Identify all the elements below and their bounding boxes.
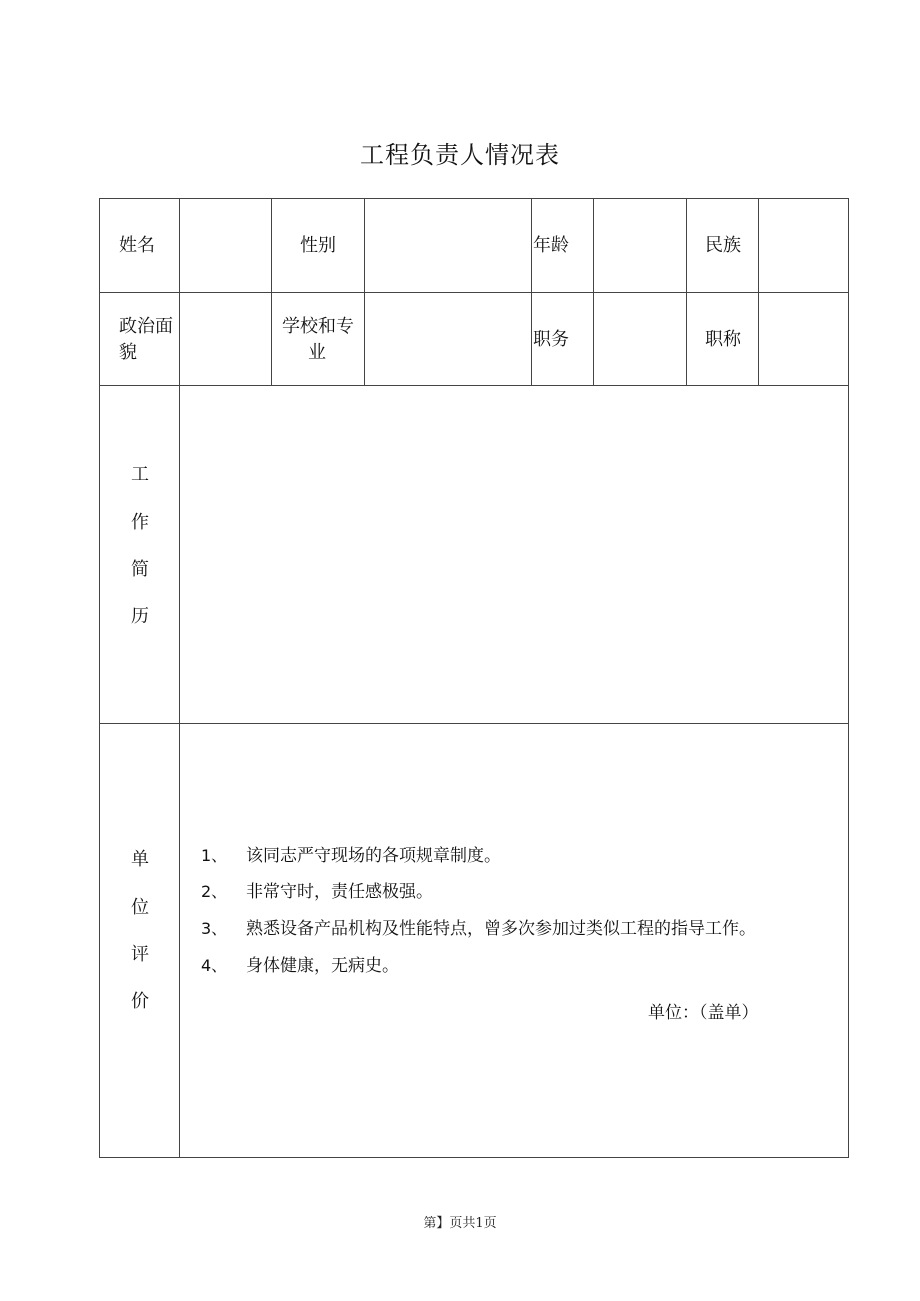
evaluation-item-number: 4、 [201, 956, 228, 975]
evaluation-label-char: 位 [131, 897, 149, 918]
table-border-bottom [99, 1157, 849, 1158]
name-label: 姓名 [119, 235, 155, 256]
political-status-field[interactable] [180, 293, 271, 385]
age-field[interactable] [594, 199, 686, 292]
political-status-label-line2: 貌 [119, 342, 137, 363]
evaluation-label-char: 价 [131, 991, 149, 1012]
evaluation-label-char: 单 [131, 849, 149, 870]
position-field[interactable] [594, 293, 686, 385]
evaluation-item-number: 3、 [201, 919, 228, 938]
page-footer: 第】页共1页 [423, 1216, 497, 1231]
name-field[interactable] [180, 199, 271, 292]
school-major-field[interactable] [365, 293, 531, 385]
table-border-left [99, 198, 100, 1158]
evaluation-item-text: 身体健康，无病史。 [246, 956, 399, 976]
political-status-label-line1: 政治面 [119, 316, 173, 337]
evaluation-item-number: 2、 [201, 882, 228, 901]
work-history-label-char: 作 [131, 512, 149, 533]
work-history-field[interactable] [180, 386, 848, 723]
gender-field[interactable] [365, 199, 531, 292]
school-major-label-line1: 学校和专 [282, 316, 354, 337]
unit-seal-text: 单位：（盖单） [648, 1003, 759, 1023]
ethnicity-label: 民族 [705, 235, 741, 256]
page-title: 工程负责人情况表 [360, 141, 560, 169]
professional-title-field[interactable] [759, 293, 848, 385]
work-history-label-char: 工 [131, 464, 149, 485]
evaluation-item-text: 非常守时，责任感极强。 [246, 882, 433, 902]
evaluation-item [201, 917, 756, 941]
professional-title-label: 职称 [705, 329, 741, 350]
work-history-label-char: 历 [131, 606, 149, 627]
table-col-divider [531, 198, 532, 386]
evaluation-label-char: 评 [131, 944, 149, 965]
table-col-divider [686, 198, 687, 386]
ethnicity-field[interactable] [759, 199, 848, 292]
table-border-right [848, 198, 849, 1158]
evaluation-item [201, 954, 399, 978]
table-row-divider [99, 723, 849, 724]
age-label: 年龄 [533, 235, 569, 256]
gender-label: 性别 [300, 235, 336, 256]
evaluation-item [201, 844, 501, 868]
school-major-label-line2: 业 [308, 342, 326, 363]
evaluation-item-number: 1、 [201, 846, 228, 865]
political-status-label [119, 314, 173, 366]
evaluation-item [201, 880, 433, 904]
evaluation-item-text: 熟悉设备产品机构及性能特点，曾多次参加过类似工程的指导工作。 [246, 919, 756, 939]
position-label: 职务 [533, 329, 569, 350]
evaluation-item-text: 该同志严守现场的各项规章制度。 [246, 846, 501, 866]
work-history-label-char: 简 [131, 559, 149, 580]
table-col-divider [271, 198, 272, 386]
school-major-label [282, 314, 354, 366]
